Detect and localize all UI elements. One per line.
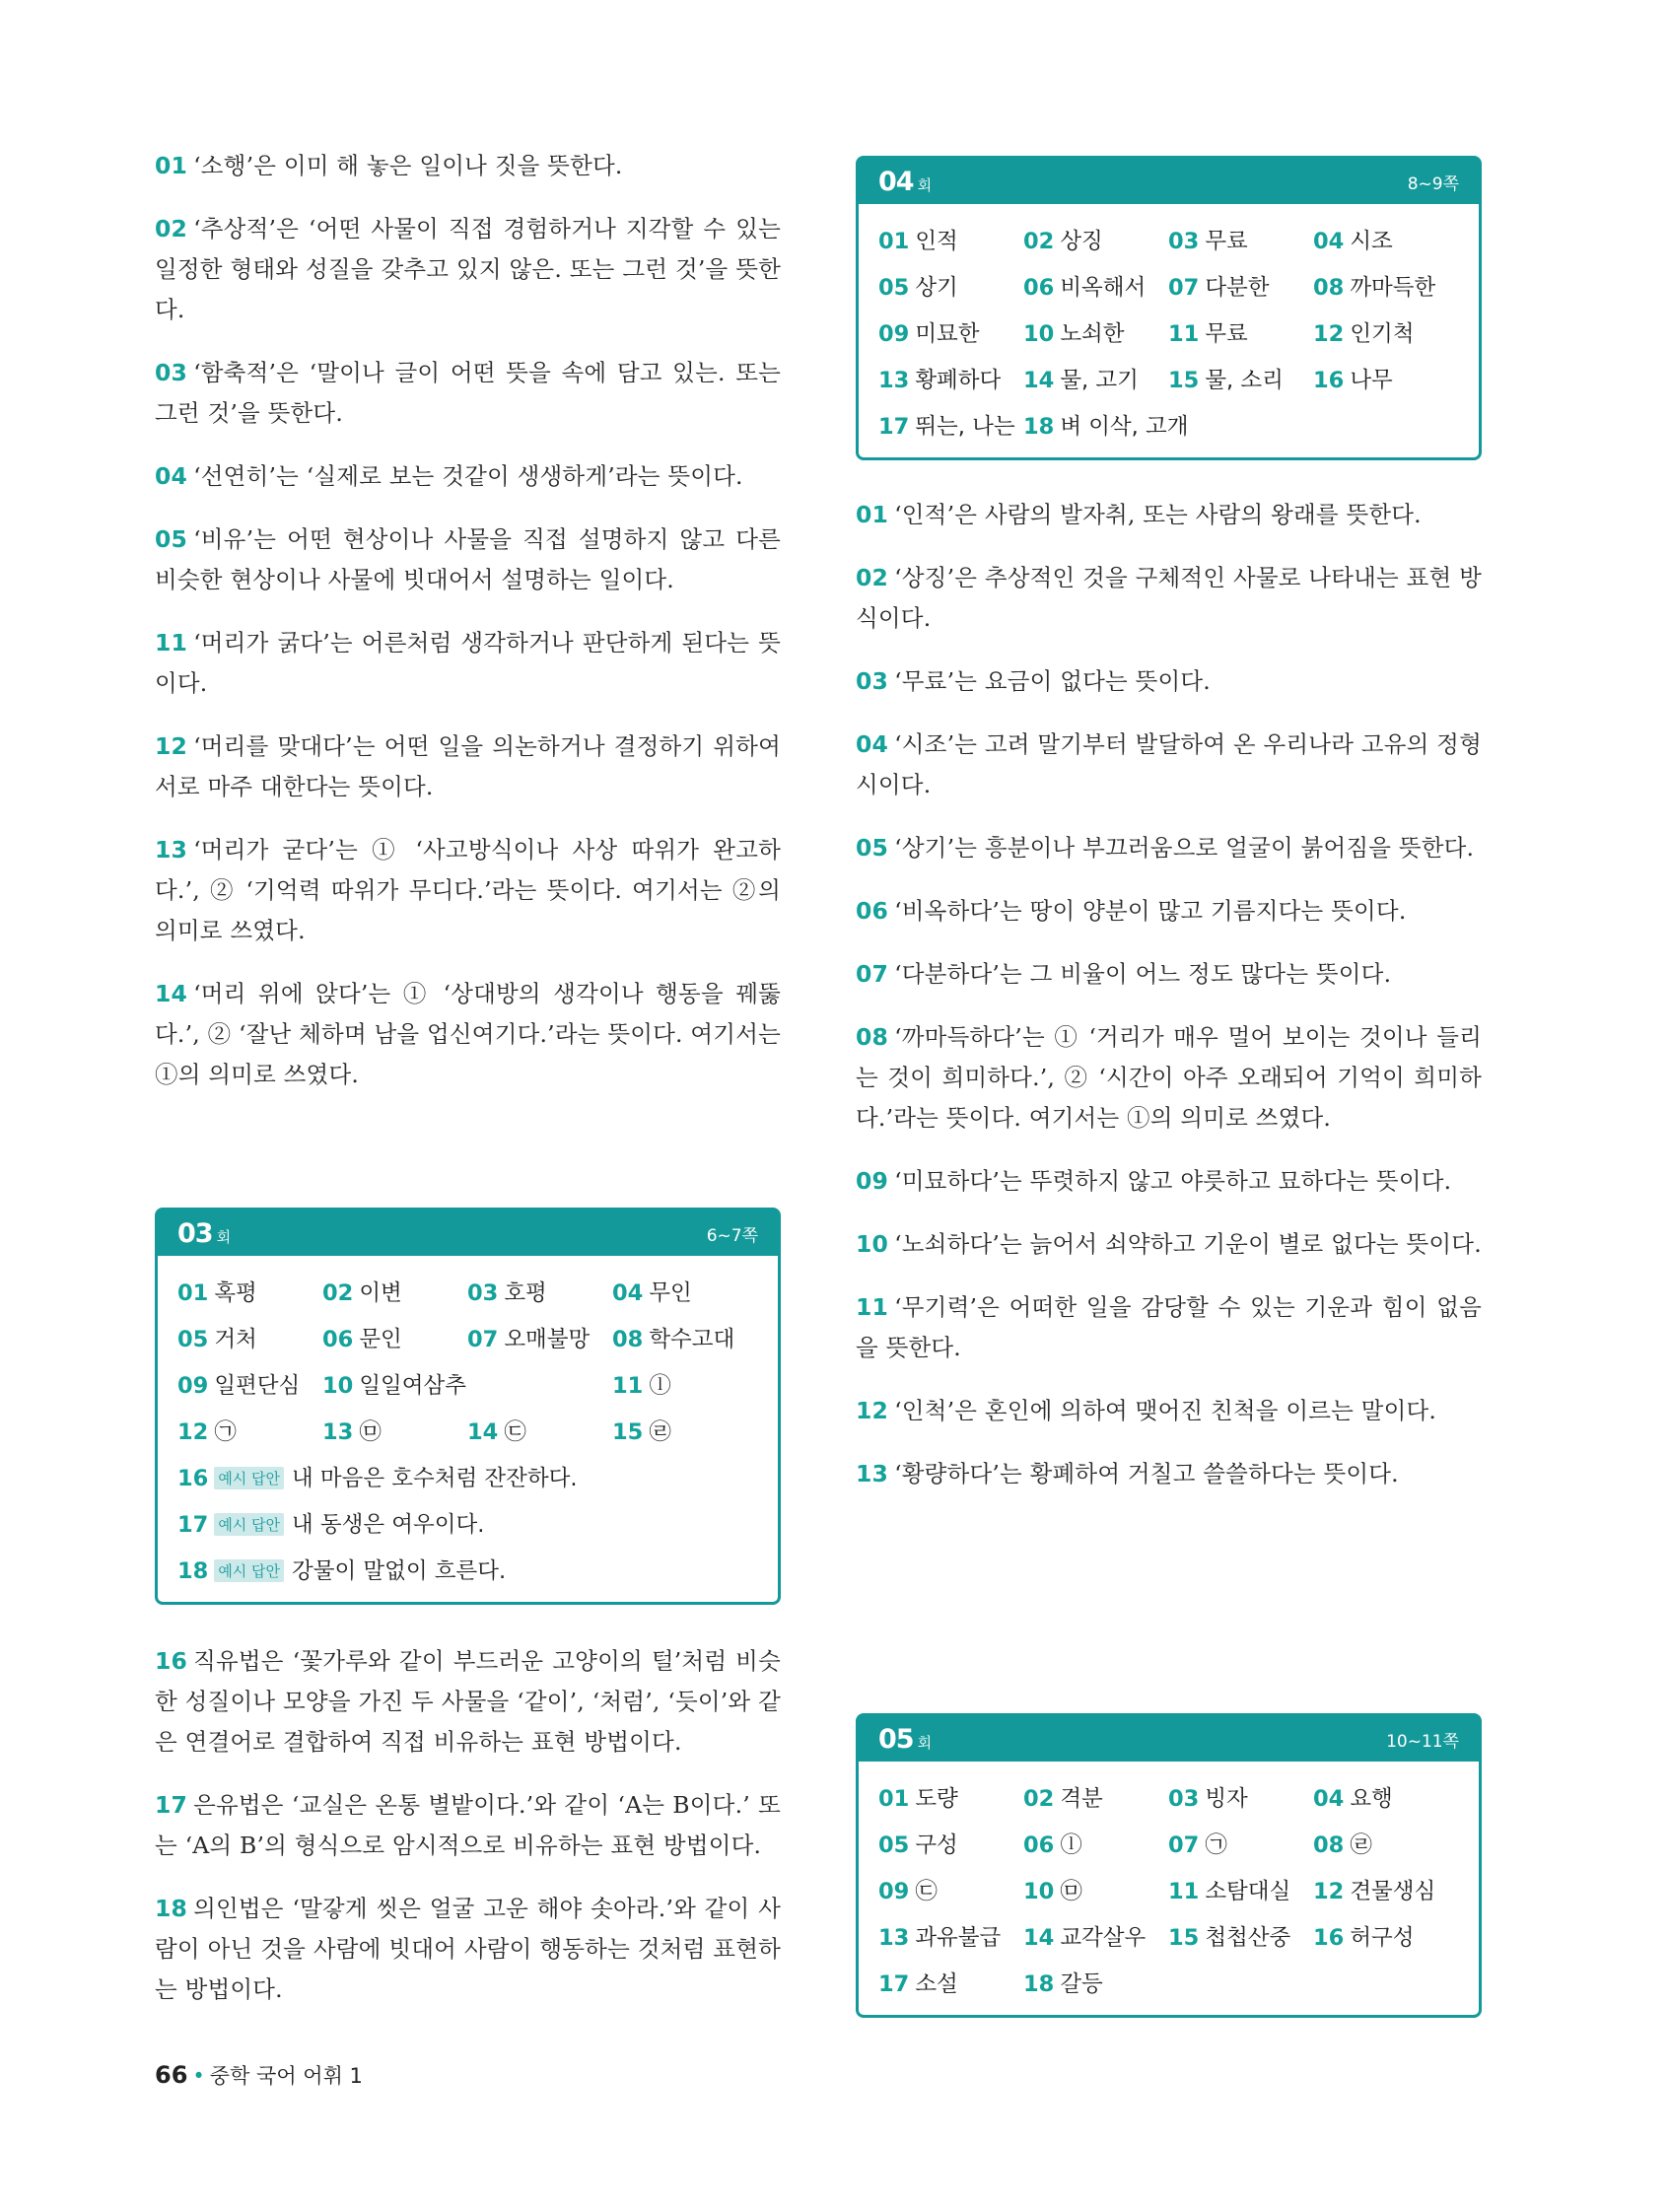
answer-item (1023, 224, 1168, 255)
answer-number: 04 (1313, 228, 1345, 254)
answer-text: ㉠ (1205, 1832, 1227, 1858)
answer-row (177, 1407, 762, 1453)
answer-text: 갈등 (1060, 1970, 1103, 1997)
answer-text: 미묘한 (915, 320, 980, 347)
explanation-item (856, 1454, 1482, 1494)
answer-number: 09 (878, 320, 910, 347)
item-number: 16 (155, 1647, 188, 1675)
answer-text: 구성 (915, 1832, 958, 1858)
answer-text: 일편단심 (214, 1372, 301, 1399)
answer-item (1168, 1781, 1313, 1813)
answer-row (878, 401, 1463, 448)
answer-text: 내 마음은 호수처럼 잔잔하다. (292, 1465, 578, 1491)
answer-text: 소탐대실 (1205, 1878, 1291, 1904)
answer-number: 06 (1023, 1832, 1055, 1858)
answer-text: 학수고대 (649, 1326, 735, 1352)
explanation-item (856, 661, 1482, 702)
answer-row (878, 1773, 1463, 1820)
answer-row (878, 1959, 1463, 2005)
answer-text: 호평 (504, 1279, 547, 1306)
item-text: ‘인적’은 사람의 발자취, 또는 사람의 왕래를 뜻한다. (894, 501, 1422, 528)
answer-item (177, 1461, 577, 1492)
answer-number: 16 (177, 1465, 209, 1491)
answer-number: 14 (1023, 1924, 1055, 1951)
answer-text: 뛰는, 나는 (915, 413, 1015, 440)
answer-text: 상기 (915, 274, 958, 301)
answer-number: 14 (1023, 367, 1055, 393)
answer-text: 시조 (1350, 228, 1393, 254)
answer-number: 15 (612, 1418, 644, 1445)
answer-text: 오매불망 (504, 1326, 591, 1352)
answer-item (1023, 1967, 1168, 1998)
answer-item (1023, 1920, 1168, 1952)
item-number: 13 (856, 1460, 889, 1487)
answer-number: 17 (177, 1511, 209, 1538)
answer-number: 06 (322, 1326, 354, 1352)
book-title: 중학 국어 어휘 1 (209, 2064, 363, 2088)
item-number: 04 (155, 462, 188, 490)
answer-item (1313, 224, 1458, 255)
answer-text: 인기척 (1350, 320, 1415, 347)
answer-item (878, 316, 1023, 348)
answer-number: 18 (1023, 413, 1055, 440)
answer-item (177, 1415, 322, 1446)
explanation-item (856, 1287, 1482, 1368)
answer-item (1313, 316, 1458, 348)
answer-number: 10 (1023, 320, 1055, 347)
item-text: ‘미묘하다’는 뚜렷하지 않고 야릇하고 묘하다는 뜻이다. (894, 1167, 1452, 1195)
answer-item (1023, 270, 1168, 302)
left-column-top (155, 146, 781, 1118)
answer-number: 04 (612, 1279, 644, 1306)
answer-number: 08 (1313, 274, 1345, 301)
item-number: 14 (155, 980, 188, 1007)
answer-item (177, 1322, 322, 1353)
example-answer-badge: 예시 답안 (214, 1559, 284, 1582)
answer-item (1313, 1781, 1458, 1813)
answer-number: 03 (467, 1279, 499, 1306)
answer-number: 02 (1023, 1785, 1055, 1812)
answer-item (322, 1415, 467, 1446)
item-text: 직유법은 ‘꽃가루와 같이 부드러운 고양이의 털’처럼 비슷한 성질이나 모양을 가진 두 사물을 ‘같이’, ‘처럼’, ‘듯이’와 같은 연결어로 결합하여 직접 비유하는 표현 방법이다. (155, 1647, 781, 1756)
item-number: 10 (856, 1230, 889, 1258)
answer-number: 08 (612, 1326, 644, 1352)
item-number: 11 (155, 629, 188, 657)
answer-number: 09 (878, 1878, 910, 1904)
answer-item (1313, 363, 1458, 394)
explanation-item (856, 1391, 1482, 1431)
answer-number: 05 (878, 274, 910, 301)
item-text: ‘머리가 굳다’는 ① ‘사고방식이나 사상 따위가 완고하다.’, ② ‘기억력 따위가 무디다.’라는 뜻이다. 여기서는 ②의 의미로 쓰였다. (155, 836, 781, 944)
answer-text: ㉣ (1350, 1832, 1372, 1858)
answer-text: ㉣ (649, 1418, 671, 1445)
answer-number: 17 (878, 413, 910, 440)
answer-row (878, 355, 1463, 401)
answer-item (1023, 409, 1189, 441)
answer-text: 다분한 (1205, 274, 1270, 301)
answer-text: 황폐하다 (915, 367, 1002, 393)
answer-item (467, 1322, 612, 1353)
item-text: ‘머리를 맞대다’는 어떤 일을 의논하거나 결정하기 위하여 서로 마주 대한다는 뜻이다. (155, 732, 781, 800)
answer-number: 02 (1023, 228, 1055, 254)
answer-text: 상징 (1060, 228, 1103, 254)
page-number: 66 (155, 2061, 188, 2089)
answer-number: 10 (1023, 1878, 1055, 1904)
answer-number: 05 (177, 1326, 209, 1352)
answer-item (1168, 270, 1313, 302)
answer-number: 15 (1168, 1924, 1200, 1951)
answer-item (878, 1781, 1023, 1813)
answer-number: 14 (467, 1418, 499, 1445)
answer-text: 격분 (1060, 1785, 1103, 1812)
answer-item (1023, 1828, 1168, 1859)
box-header (859, 1716, 1479, 1762)
item-number: 01 (856, 501, 889, 528)
explanation-item (856, 828, 1482, 868)
answer-number: 16 (1313, 1924, 1345, 1951)
answer-number: 13 (878, 367, 910, 393)
answer-number: 16 (1313, 367, 1345, 393)
bullet-dot-icon: • (192, 2064, 205, 2088)
answer-number: 13 (322, 1418, 354, 1445)
answer-row (878, 216, 1463, 262)
item-text: ‘까마득하다’는 ① ‘거리가 매우 멀어 보이는 것이나 들리는 것이 희미하다.’, ② ‘시간이 아주 오래되어 기억이 희미하다.’라는 뜻이다. 여기서는 ①의 의미로 쓰였다. (856, 1023, 1482, 1132)
explanation-item (856, 495, 1482, 535)
answer-text: 무료 (1205, 320, 1248, 347)
answer-text: 물, 소리 (1205, 367, 1284, 393)
answer-item (878, 1874, 1023, 1905)
answer-number: 12 (177, 1418, 209, 1445)
answer-item (1023, 316, 1168, 348)
answer-item (1168, 316, 1313, 348)
answer-number: 09 (177, 1372, 209, 1399)
answer-text: 도량 (915, 1785, 958, 1812)
answer-text: 이변 (359, 1279, 402, 1306)
round-label: 회 (216, 1227, 232, 1246)
answer-row (878, 1866, 1463, 1912)
item-number: 03 (155, 359, 188, 386)
answer-box-round-04 (856, 156, 1482, 460)
answer-text: ⓛ (649, 1372, 671, 1399)
answer-number: 03 (1168, 228, 1200, 254)
item-text: ‘시조’는 고려 말기부터 발달하여 온 우리나라 고유의 정형시이다. (856, 730, 1482, 798)
answer-item (1313, 270, 1458, 302)
answer-text: 일일여삼추 (359, 1372, 466, 1399)
answer-item (1023, 1781, 1168, 1813)
answer-text: ㉢ (504, 1418, 526, 1445)
answer-item (612, 1415, 757, 1446)
answer-text: 벼 이삭, 고개 (1060, 413, 1189, 440)
answer-number: 06 (1023, 274, 1055, 301)
answer-text: 교각살우 (1060, 1924, 1147, 1951)
explanation-item (155, 519, 781, 600)
answer-item (1023, 363, 1168, 394)
item-text: ‘비유’는 어떤 현상이나 사물을 직접 설명하지 않고 다른 비슷한 현상이나 사물에 빗대어서 설명하는 일이다. (155, 525, 781, 593)
answer-text: ㉢ (915, 1878, 938, 1904)
answer-row (177, 1268, 762, 1314)
answer-number: 11 (612, 1372, 644, 1399)
answer-number: 18 (1023, 1970, 1055, 1997)
answer-number: 07 (1168, 1832, 1200, 1858)
answer-text: 허구성 (1350, 1924, 1415, 1951)
answer-number: 03 (1168, 1785, 1200, 1812)
answer-row (177, 1360, 762, 1407)
explanation-item (155, 353, 781, 434)
item-text: ‘함축적’은 ‘말이나 글이 어떤 뜻을 속에 담고 있는. 또는 그런 것’을 뜻한다. (155, 359, 781, 427)
item-text: ‘상징’은 추상적인 것을 구체적인 사물로 나타내는 표현 방식이다. (856, 564, 1482, 632)
answer-item (878, 1967, 1023, 1998)
answer-row (878, 1912, 1463, 1959)
answer-list (859, 204, 1479, 457)
example-answer-row (177, 1499, 762, 1546)
answer-text: ㉠ (214, 1418, 237, 1445)
answer-number: 15 (1168, 367, 1200, 393)
box-header (158, 1210, 778, 1256)
answer-item (878, 363, 1023, 394)
item-text: ‘소행’은 이미 해 놓은 일이나 짓을 뜻한다. (193, 152, 623, 179)
item-text: ‘머리 위에 앉다’는 ① ‘상대방의 생각이나 행동을 꿰뚫다.’, ② ‘잘난 체하며 남을 업신여기다.’라는 뜻이다. 여기서는 ①의 의미로 쓰였다. (155, 980, 781, 1088)
answer-number: 11 (1168, 1878, 1200, 1904)
answer-text: 무료 (1205, 228, 1248, 254)
item-text: ‘머리가 굵다’는 어른처럼 생각하거나 판단하게 된다는 뜻이다. (155, 629, 781, 697)
answer-number: 18 (177, 1557, 209, 1584)
answer-number: 10 (322, 1372, 354, 1399)
answer-text: 거처 (214, 1326, 257, 1352)
answer-list (158, 1256, 778, 1602)
answer-number: 12 (1313, 320, 1345, 347)
item-text: ‘노쇠하다’는 늙어서 쇠약하고 기운이 별로 없다는 뜻이다. (894, 1230, 1482, 1258)
answer-item (878, 409, 1023, 441)
answer-item (322, 1276, 467, 1307)
round-number: 05 (878, 1723, 914, 1755)
explanation-item (155, 623, 781, 704)
item-number: 05 (155, 525, 188, 553)
round-number: 04 (878, 166, 914, 197)
explanation-item (155, 830, 781, 951)
explanation-item (155, 1785, 781, 1866)
answer-text: 내 동생은 여우이다. (292, 1511, 485, 1538)
item-number: 13 (155, 836, 188, 864)
answer-item (177, 1554, 506, 1585)
item-number: 09 (856, 1167, 889, 1195)
answer-text: 강물이 말없이 흐른다. (292, 1557, 507, 1584)
answer-text: 비옥해서 (1060, 274, 1147, 301)
answer-item (177, 1368, 322, 1400)
item-text: ‘인척’은 혼인에 의하여 맺어진 친척을 이르는 말이다. (894, 1397, 1437, 1424)
explanation-item (155, 726, 781, 807)
answer-text: 무인 (649, 1279, 692, 1306)
answer-row (878, 309, 1463, 355)
item-number: 02 (856, 564, 889, 591)
item-number: 08 (856, 1023, 889, 1051)
explanation-item (856, 1224, 1482, 1265)
answer-text: 소설 (915, 1970, 958, 1997)
answer-item (1168, 363, 1313, 394)
item-number: 12 (856, 1397, 889, 1424)
item-text: ‘무기력’은 어떠한 일을 감당할 수 있는 기운과 힘이 없음을 뜻한다. (856, 1293, 1482, 1361)
answer-item (1168, 1828, 1313, 1859)
explanation-item (155, 1889, 781, 2010)
explanation-item (155, 146, 781, 186)
answer-number: 11 (1168, 320, 1200, 347)
example-answer-badge: 예시 답안 (214, 1513, 284, 1536)
answer-item (1168, 1874, 1313, 1905)
answer-number: 17 (878, 1970, 910, 1997)
answer-item (1313, 1828, 1458, 1859)
answer-box-round-03 (155, 1208, 781, 1605)
answer-item (612, 1276, 757, 1307)
round-number: 03 (177, 1217, 213, 1249)
answer-item (1168, 224, 1313, 255)
answer-number: 07 (467, 1326, 499, 1352)
answer-item (1168, 1920, 1313, 1952)
round-label: 회 (917, 175, 933, 194)
answer-text: 나무 (1350, 367, 1393, 393)
item-number: 03 (856, 667, 889, 695)
right-column (856, 495, 1482, 1517)
explanation-item (856, 954, 1482, 995)
answer-item (878, 1828, 1023, 1859)
item-text: ‘무료’는 요금이 없다는 뜻이다. (894, 667, 1211, 695)
explanation-item (155, 974, 781, 1095)
page-range: 10~11쪽 (1386, 1731, 1459, 1752)
answer-number: 01 (177, 1279, 209, 1306)
answer-text: 견물생심 (1350, 1878, 1436, 1904)
answer-row (878, 1820, 1463, 1866)
answer-item (467, 1276, 612, 1307)
item-number: 12 (155, 732, 188, 760)
item-text: ‘선연히’는 ‘실제로 보는 것같이 생생하게’라는 뜻이다. (193, 462, 743, 490)
answer-text: 혹평 (214, 1279, 257, 1306)
item-number: 02 (155, 215, 188, 242)
explanation-item (856, 558, 1482, 639)
explanation-item (856, 725, 1482, 805)
explanation-item (856, 891, 1482, 932)
answer-number: 12 (1313, 1878, 1345, 1904)
item-text: ‘추상적’은 ‘어떤 사물이 직접 경험하거나 지각할 수 있는 일정한 형태와 성질을 갖추고 있지 않은. 또는 그런 것’을 뜻한다. (155, 215, 781, 323)
item-text: 은유법은 ‘교실은 온통 별밭이다.’와 같이 ‘A는 B이다.’ 또는 ‘A의 B’의 형식으로 암시적으로 비유하는 표현 방법이다. (155, 1791, 781, 1859)
answer-text: 요행 (1350, 1785, 1393, 1812)
explanation-item (155, 209, 781, 330)
explanation-item (856, 1161, 1482, 1202)
round-label: 회 (917, 1733, 933, 1752)
answer-text: 첩첩산중 (1205, 1924, 1291, 1951)
answer-item (322, 1368, 467, 1400)
answer-item (878, 270, 1023, 302)
item-text: ‘다분하다’는 그 비율이 어느 정도 많다는 뜻이다. (894, 960, 1392, 988)
answer-item (177, 1276, 322, 1307)
explanation-item (155, 456, 781, 497)
item-text: ‘비옥하다’는 땅이 양분이 많고 기름지다는 뜻이다. (894, 897, 1407, 925)
left-column-bottom (155, 1641, 781, 2033)
example-answer-row (177, 1453, 762, 1499)
answer-row (878, 262, 1463, 309)
answer-number: 02 (322, 1279, 354, 1306)
answer-text: 빙자 (1205, 1785, 1248, 1812)
answer-box-round-05 (856, 1713, 1482, 2018)
answer-item (612, 1368, 757, 1400)
box-header (859, 159, 1479, 204)
answer-text: 물, 고기 (1060, 367, 1139, 393)
item-number: 05 (856, 834, 889, 862)
answer-item (467, 1371, 612, 1397)
answer-item (612, 1322, 757, 1353)
item-number: 11 (856, 1293, 889, 1321)
item-number: 01 (155, 152, 188, 179)
answer-item (878, 224, 1023, 255)
answer-item (322, 1322, 467, 1353)
item-number: 04 (856, 730, 889, 758)
page-range: 8~9쪽 (1407, 173, 1459, 194)
item-number: 07 (856, 960, 889, 988)
answer-number: 07 (1168, 274, 1200, 301)
answer-text: 문인 (359, 1326, 402, 1352)
item-number: 17 (155, 1791, 188, 1819)
answer-item (1023, 1874, 1168, 1905)
answer-text: 인적 (915, 228, 958, 254)
answer-item (1313, 1920, 1458, 1952)
page-footer (155, 2060, 363, 2090)
item-text: ‘상기’는 흥분이나 부끄러움으로 얼굴이 붉어짐을 뜻한다. (894, 834, 1475, 862)
answer-item (878, 1920, 1023, 1952)
answer-number: 05 (878, 1832, 910, 1858)
answer-number: 01 (878, 228, 910, 254)
answer-text: ㉤ (359, 1418, 382, 1445)
item-text: 의인법은 ‘말갛게 씻은 얼굴 고운 해야 솟아라.’와 같이 사람이 아닌 것을 사람에 빗대어 사람이 행동하는 것처럼 표현하는 방법이다. (155, 1895, 781, 2003)
example-answer-badge: 예시 답안 (214, 1467, 284, 1489)
item-number: 18 (155, 1895, 188, 1922)
answer-item (1313, 1874, 1458, 1905)
answer-number: 08 (1313, 1832, 1345, 1858)
answer-text: 과유불급 (915, 1924, 1002, 1951)
item-text: ‘황량하다’는 황폐하여 거칠고 쓸쓸하다는 뜻이다. (894, 1460, 1399, 1487)
answer-list (859, 1762, 1479, 2015)
answer-number: 13 (878, 1924, 910, 1951)
answer-row (177, 1314, 762, 1360)
item-number: 06 (856, 897, 889, 925)
answer-item (177, 1507, 484, 1539)
answer-text: 까마득한 (1350, 274, 1436, 301)
answer-number: 04 (1313, 1785, 1345, 1812)
answer-item (467, 1415, 612, 1446)
example-answer-row (177, 1546, 762, 1592)
answer-text: 노쇠한 (1060, 320, 1125, 347)
explanation-item (856, 1017, 1482, 1139)
answer-number: 01 (878, 1785, 910, 1812)
answer-text: ㉤ (1060, 1878, 1082, 1904)
answer-text: ⓛ (1060, 1832, 1082, 1858)
explanation-item (155, 1641, 781, 1763)
page-range: 6~7쪽 (706, 1225, 758, 1246)
